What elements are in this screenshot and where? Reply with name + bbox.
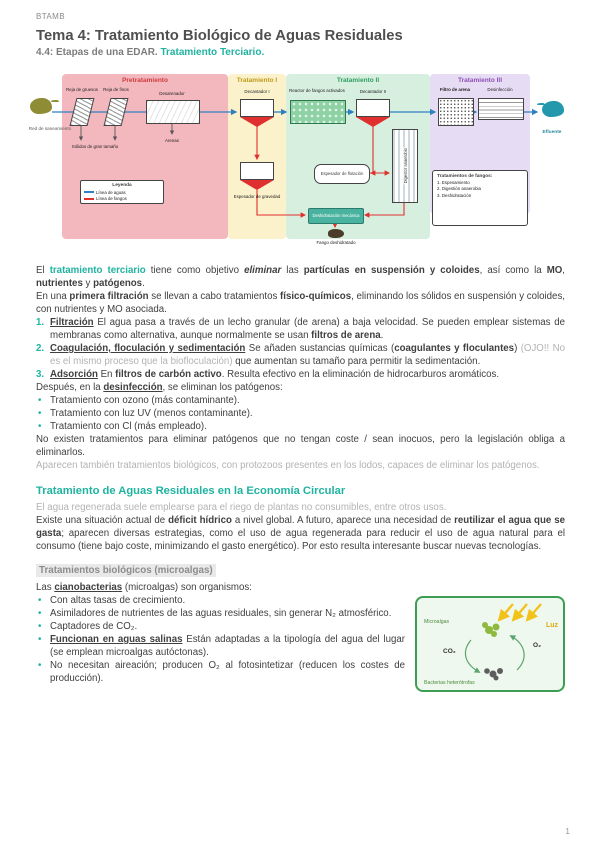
flotation-thickener-icon [314, 164, 370, 184]
section-subtitle [36, 47, 565, 58]
flotation-thickener-label: Espesador de flotación [320, 170, 364, 176]
sand-filter-icon [438, 98, 474, 126]
bullet-ozone: • Tratamiento con ozono (más contaminante). [36, 394, 565, 407]
paragraph-regenerated-water: El agua regenerada suele emplearse para el riego de plantas no consumibles, entre otros usos. [36, 502, 447, 513]
legend-item-label: Línea de fangos [96, 196, 127, 201]
bullet-growth-rate: • Con altas tasas de crecimiento. [36, 594, 405, 607]
heterotrophic-bacteria-label: Bacterias heterótrofas [424, 680, 475, 687]
subtitle-accent: Tratamiento Terciario. [160, 47, 265, 58]
sludge-treatment-item: 1. Espesamiento [437, 180, 470, 185]
bullet-icon [36, 394, 50, 407]
co2-label: CO₂ [443, 648, 456, 655]
microalgae-section [36, 553, 565, 696]
secondary-clarifier-icon [356, 99, 390, 127]
legend-item-label: Línea de aguas [96, 189, 126, 195]
stage-pretratamiento-title: Pretratamiento [122, 77, 168, 84]
sludge-treatment-item: 3. Deshidratación [437, 192, 472, 198]
paragraph-first-filtration: En una primera filtración se llevan a cabo tratamientos físico-químicos, eliminando los sólidos en suspensión y coloides, con nutrientes y MO asociada. [36, 291, 565, 315]
coarse-screen-label: Reja de gruesos [66, 87, 98, 92]
bullet-icon [36, 620, 50, 633]
disinfection-label: Desinfección [487, 87, 513, 92]
bullet-icon [36, 659, 50, 685]
sands-label: Arenas [165, 138, 179, 143]
bullet-icon [36, 407, 50, 420]
bullet-nutrient-assimilation: • Asimiladores de nutrientes de las aguas residuales, sin generar N₂ atmosférico. [36, 607, 405, 620]
microalgae-label: Microalgas [424, 619, 450, 625]
legend-title: Leyenda [112, 183, 132, 188]
primary-clarifier-label: Decantador I [244, 89, 270, 94]
paragraph-water-deficit: Existe una situación actual de déficit hídrico a nivel global. A futuro, aparece una necesidad de reutilizar el agua que se gasta; aparecen diversas estrategias, como el uso de agua regenerada para reducir el uso de agua natural para el consumo (tiene bajo coste, minimizando el gasto energético). Por esto resulta interesante buscar nuevas tecnologías. [36, 515, 565, 552]
fine-screen-label: Reja de finos [103, 87, 129, 92]
bacteria-cluster-icon [484, 668, 503, 681]
sun-rays-icon [500, 604, 541, 619]
grit-chamber-label: Desarenador [159, 91, 185, 96]
dried-sludge-label: Fango deshidratado [316, 240, 356, 245]
o2-label: O₂ [533, 642, 541, 649]
legend-item [84, 196, 160, 201]
effluent-label: Efluente [542, 130, 562, 135]
disinfection-icon [478, 98, 524, 120]
sand-filter-label: Filtro de arena [439, 87, 471, 92]
stage-tratamiento-3-title: Tratamiento III [457, 77, 503, 84]
paragraph-protozoa-note: Aparecen también tratamientos biológicos, con protozoos presentes en los lodos, capaces de eliminar los patógenos. [36, 460, 540, 471]
heading-biological-treatments: Tratamientos biológicos (microalgas) [36, 564, 216, 577]
bullet-uv: • Tratamiento con luz UV (menos contaminante). [36, 407, 565, 420]
paragraph-cyanobacteria: Las cianobacterias (microalgas) son organismos: [36, 582, 252, 593]
microalgae-cluster-icon [482, 622, 500, 637]
paragraph-tertiary-goal: El tratamiento terciario tiene como objetivo eliminar las partículas en suspensión y coloides, así como la MO, nutrientes y patógenos. [36, 265, 565, 289]
gravity-thickener-icon [240, 162, 274, 190]
page-number: 1 [565, 826, 570, 836]
sludge-line-swatch [84, 198, 94, 200]
subtitle-prefix: 4.4: Etapas de una EDAR. [36, 47, 161, 58]
grit-chamber-icon [146, 100, 200, 124]
dewatering-label: Deshidratación mecánica [312, 212, 360, 218]
list-number: 3. [36, 369, 45, 380]
microalgae-figure [415, 596, 565, 692]
sludge-treatments-title: Tratamientos de fangos: [437, 174, 493, 179]
source-label: Red de saneamiento [28, 126, 72, 131]
bullet-co2-capture: • Captadores de CO₂. [36, 620, 405, 633]
bullet-icon [36, 607, 50, 620]
bullet-no-aeration: • No necesitan aireación; producen O₂ al fotosintetizar (reducen los costes de producción). [36, 659, 405, 685]
algae-cycle-graphic [417, 598, 563, 690]
bullet-icon [36, 633, 50, 659]
sludge-treatments-box [432, 170, 528, 226]
bullet-icon [36, 594, 50, 607]
heading-circular-economy: Tratamiento de Aguas Residuales en la Economía Circular [36, 485, 346, 497]
numbered-item-coagulation: 2. Coagulación, floculación y sedimentación Se añaden sustancias químicas (coagulantes y floculantes) (OJO!! No es el mismo proceso que la biofloculación) que aumentan su tamaño para permitir la sedimentación. [36, 343, 565, 367]
sludge-treatment-item: 2. Digestión anaerobia [437, 186, 481, 192]
paragraph-no-cost-free: No existen tratamientos para eliminar patógenos que no tengan coste / sean inocuos, pero la legislación obliga a eliminarlos. [36, 434, 565, 458]
list-number: 2. [36, 343, 45, 354]
stage-tratamiento-2-title: Tratamiento II [336, 77, 380, 84]
page-title: Tema 4: Tratamiento Biológico de Aguas Residuales [36, 28, 403, 44]
stage-tratamiento-1-title: Tratamiento I [236, 77, 278, 84]
anaerobic-digester-icon [392, 129, 418, 203]
numbered-item-filtration: 1. Filtración El agua pasa a través de un lecho granular (de arena) a baja velocidad. Se pueden emplear sistemas de membranas como alternativa, aunque normalmente se usan filtros de arena. [36, 317, 565, 341]
paragraph-disinfection: Después, en la desinfección, se eliminan los patógenos: [36, 382, 283, 393]
primary-clarifier-icon [240, 99, 274, 127]
sewer-inflow-icon [30, 98, 52, 114]
anaerobic-digester-label: Digestor anaerobio [402, 148, 408, 184]
dried-sludge-icon [328, 229, 344, 238]
effluent-icon [542, 101, 564, 117]
legend-item [84, 190, 160, 195]
bullet-icon [36, 420, 50, 433]
gravity-thickener-label: Espesador de gravedad [233, 194, 281, 199]
numbered-item-adsorption: 3. Adsorción En filtros de carbón activo. Resulta efectivo en la eliminación de hidrocarburos aromáticos. [36, 369, 500, 380]
course-code: BTAMB [36, 12, 65, 21]
cycle-arrows-icon [465, 636, 524, 672]
edar-diagram [28, 74, 573, 254]
light-label: Luz [545, 622, 558, 629]
bullet-chlorine: • Tratamiento con Cl (más empleado). [36, 420, 565, 433]
secondary-clarifier-label: Decantador II [359, 89, 387, 94]
activated-sludge-reactor-label: Reactor de fangos activados [289, 88, 345, 93]
legend [80, 180, 164, 204]
bullet-saline-waters: • Funcionan en aguas salinas Están adaptadas a la tipología del agua del lugar (se emplean microalgas autóctonas). [36, 633, 405, 659]
list-number: 1. [36, 317, 45, 328]
water-line-swatch [84, 191, 94, 193]
activated-sludge-reactor-icon [290, 100, 346, 124]
dewatering-icon [308, 208, 364, 224]
large-solids-label: Sólidos de gran tamaño [71, 144, 119, 149]
